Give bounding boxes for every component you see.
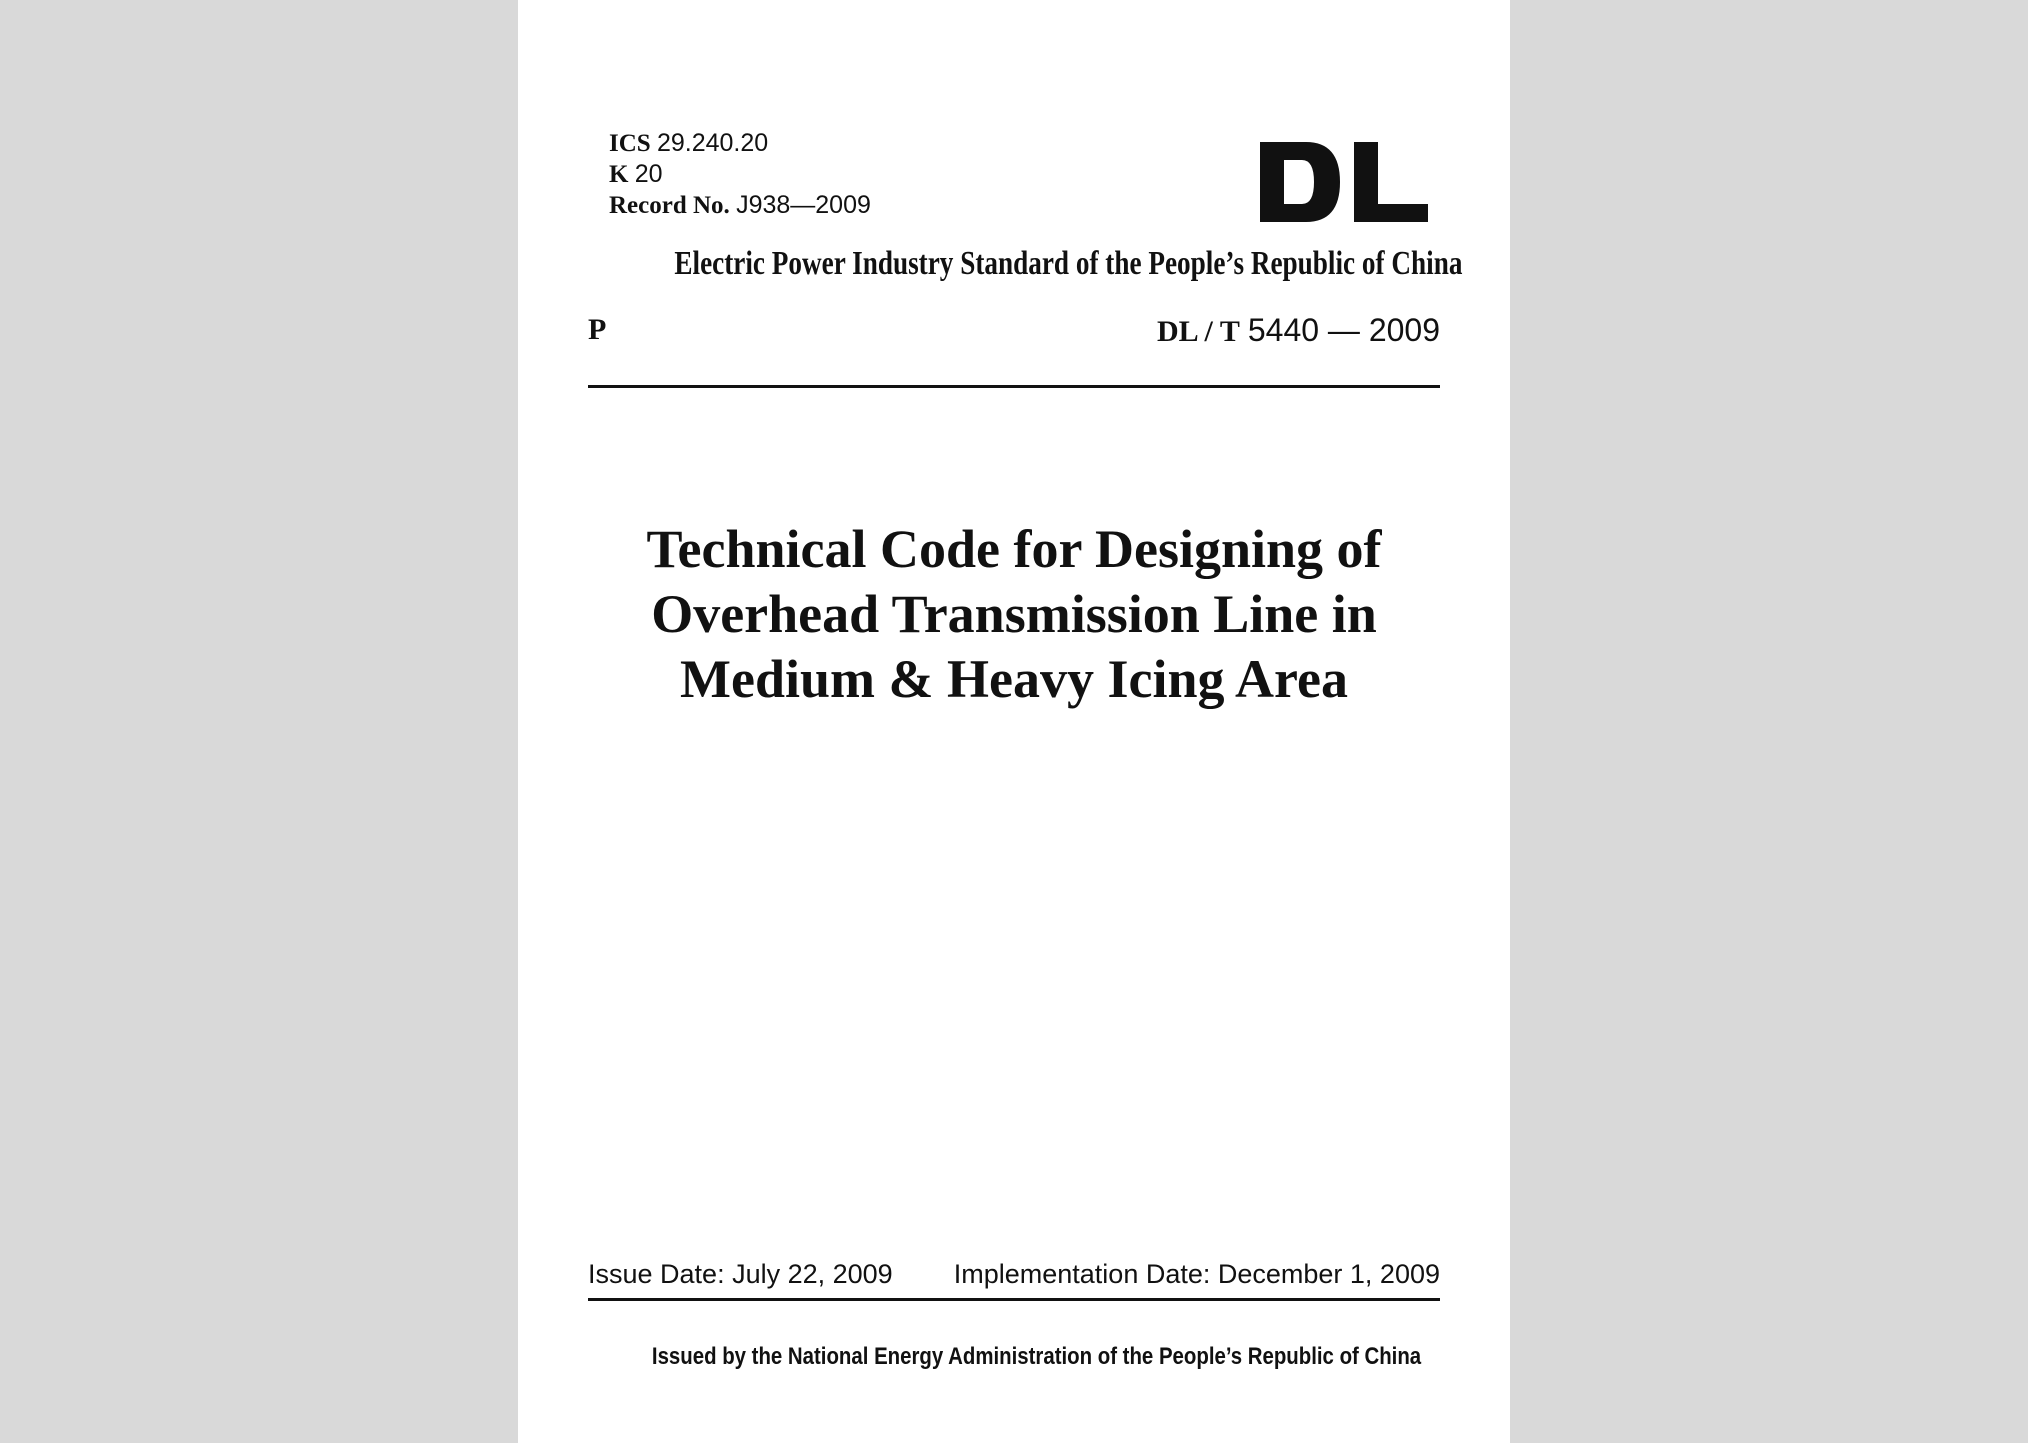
ics-code xyxy=(609,128,871,159)
dl-logo xyxy=(1260,142,1428,222)
document-title xyxy=(588,517,1440,712)
standard-title: Electric Power Industry Standard of the People’s Republic of China xyxy=(674,245,1463,282)
k-value: 20 xyxy=(634,160,663,188)
footer-divider xyxy=(588,1298,1440,1301)
standard-number-prefix: DL / T xyxy=(1157,315,1240,348)
issue-date: Issue Date: July 22, 2009 xyxy=(588,1259,893,1289)
standard-number xyxy=(1157,310,1440,352)
standard-number-value: 5440 — 2009 xyxy=(1247,312,1440,348)
implementation-date: Implementation Date: December 1, 2009 xyxy=(953,1259,1440,1289)
classification-code: P xyxy=(588,313,607,346)
document-title-line: Technical Code for Designing of xyxy=(646,519,1382,579)
document-title-line: Overhead Transmission Line in xyxy=(651,584,1377,644)
k-code xyxy=(609,159,871,190)
document-page xyxy=(518,0,1510,1443)
ics-label: ICS xyxy=(609,130,651,157)
record-number xyxy=(609,190,871,221)
issuing-authority: Issued by the National Energy Administration of the People’s Republic of China xyxy=(651,1343,1422,1370)
standard-metadata xyxy=(609,128,871,221)
k-label: K xyxy=(609,161,629,188)
record-value: J938—2009 xyxy=(736,191,871,219)
document-title-line: Medium & Heavy Icing Area xyxy=(680,649,1348,709)
ics-value: 29.240.20 xyxy=(656,129,769,157)
header-divider xyxy=(588,385,1440,388)
record-label: Record No. xyxy=(609,192,730,219)
